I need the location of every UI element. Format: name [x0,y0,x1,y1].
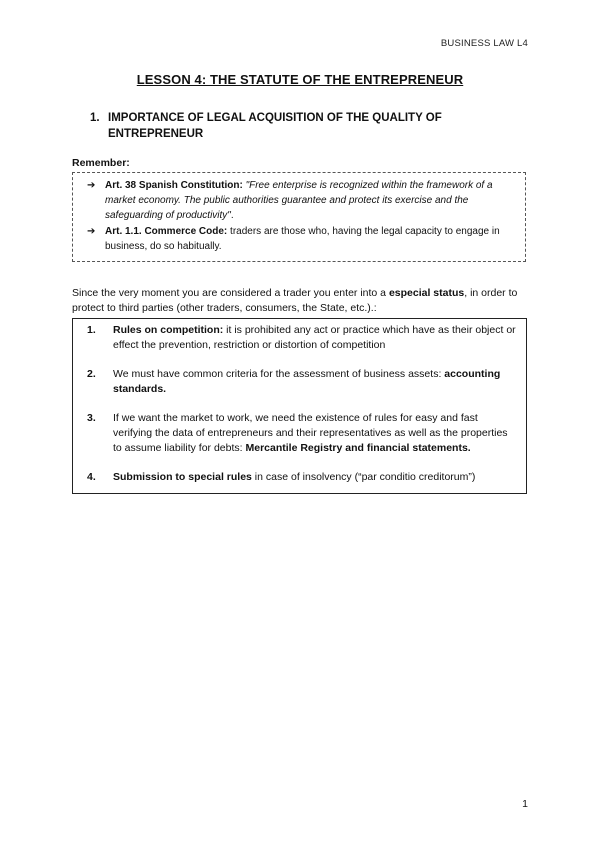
remember-item-rest: . [230,210,234,221]
rule-item [87,470,516,485]
arrow-icon: ➔ [87,226,96,237]
rule-text [113,367,516,397]
rule-bold: accounting standards. [113,368,501,395]
remember-box [72,172,526,262]
remember-item [83,224,515,254]
rule-item [87,411,516,456]
section-heading [90,110,530,142]
rule-text [113,411,516,456]
section-heading-text: IMPORTANCE OF LEGAL ACQUISITION OF THE QUALITY OF ENTREPRENEUR [108,112,442,140]
remember-label: Remember: [72,157,130,169]
rule-number: 2. [87,368,96,380]
remember-item [83,178,515,223]
rule-text [113,470,475,485]
rule-body: it is prohibited any act or practice which have as their object or effect the prevention, restriction or distortion of competition [113,324,516,351]
page-number: 1 [522,798,528,810]
remember-item-quote: "Free enterprise is recognized within the framework of a market economy. The public authorities guarantee and protect its exercise and the safeguarding of productivity" [105,180,493,221]
remember-item-bold: Art. 38 Spanish Constitution: [105,180,243,191]
remember-item-text [105,178,515,223]
intro-paragraph [72,286,528,316]
remember-item-text [105,224,515,254]
intro-text-end: , in order to protect to third parties (other traders, consumers, the State, etc.).: [72,287,518,314]
rule-number: 4. [87,471,96,483]
running-header: BUSINESS LAW L4 [440,38,528,49]
intro-bold: especial status [388,287,465,299]
rule-item [87,323,516,353]
rule-body: We must have common criteria for the assessment of business assets: [113,368,442,380]
lesson-title: LESSON 4: THE STATUTE OF THE ENTREPRENEUR [136,72,464,87]
rule-bold: Rules on competition: [113,324,224,336]
remember-item-rest: traders are those who, having the legal capacity to engage in business, do so habitually. [105,226,500,252]
rule-body: in case of insolvency (“par conditio creditorum”) [254,471,476,483]
rules-box [72,318,527,494]
rule-number: 3. [87,412,96,424]
rule-bold: Mercantile Registry and financial statements. [245,442,471,454]
intro-text: Since the very moment you are considered a trader you enter into a [72,287,387,299]
rule-text [113,323,516,353]
rule-bold: Submission to special rules [113,471,252,483]
section-number: 1. [90,112,100,124]
rule-number: 1. [87,324,96,336]
rule-item [87,367,516,397]
rule-body: If we want the market to work, we need the existence of rules for easy and fast verifying the data of entrepreneurs and their representatives as well as the properties to assume liability for debts: [113,412,508,454]
remember-item-bold: Art. 1.1. Commerce Code: [105,226,228,237]
arrow-icon: ➔ [87,180,96,191]
